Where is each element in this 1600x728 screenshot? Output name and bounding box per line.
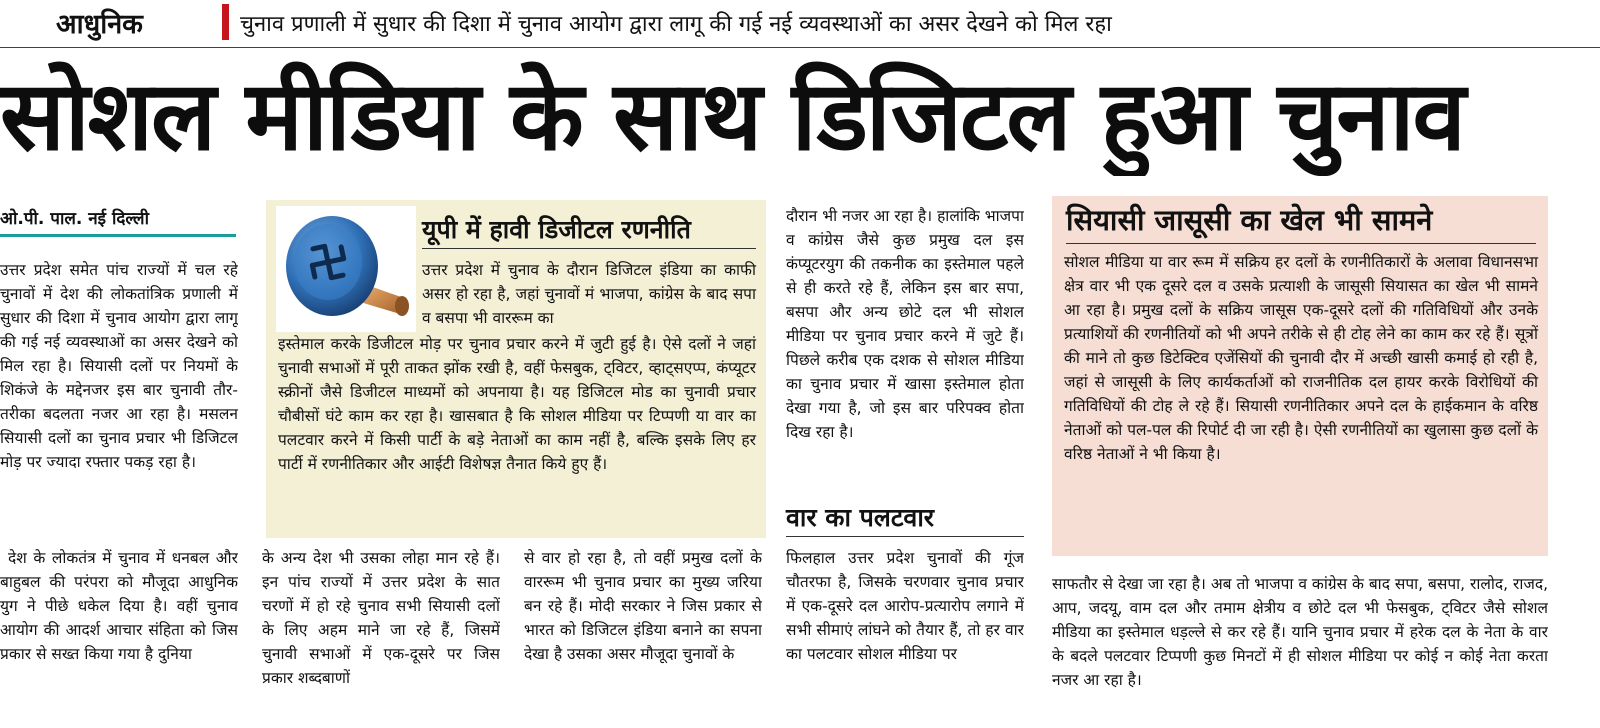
byline: ओ.पी. पाल. नई दिल्ली bbox=[0, 209, 149, 229]
byline-rule bbox=[0, 234, 236, 237]
highlight-box bbox=[266, 200, 766, 538]
top-bar bbox=[0, 0, 1600, 48]
box-text-b: इस्तेमाल करके डिजीटल मोड़ पर चुनाव प्रचार करने में जुटी हुई है। ऐसे दलों ने जहां चुनावी सभाओं में पूरी ताकत झोंक रखी है, वहीं फेसबुक, ट्विटर, व्हाट्सएप्प, कंप्यूटर स्क्रीनों जैसे डिजीटल माध्यमों को अपनाया है। यह डिजिटल मोड का चुनावी प्रचार चौबीसों घंटे काम कर रहा है। खासबात है कि सोशल मीडिया पर टिप्पणी या वार का पलटवार करने में किसी पार्टी के बड़े नेताओं का काम नहीं है, बल्कि इसके लिए हर पार्टी में रणनीतिकार और आईटी विशेषज्ञ तैनात किये हुए हैं। bbox=[278, 335, 756, 473]
subhead: वार का पलटवार bbox=[786, 500, 1024, 537]
box-text-a: उत्तर प्रदेश में चुनाव के दौरान डिजिटल इंडिया का काफी असर हो रहा है, जहां चुनावों मं भाजपा, कांग्रेस के बाद सपा व बसपा भी वाररूम का bbox=[422, 261, 756, 327]
sidebar-box bbox=[1052, 196, 1548, 556]
column-3: से वार हो रहा है, तो वहीं प्रमुख दलों के वाररूम भी चुनाव प्रचार का मुख्य जरिया बन रहे हैं। मोदी सरकार ने जिस प्रकार से भारत को डिजिटल इंडिया बनाने का सपना देखा है उसका असर मौजूदा चुनावों के bbox=[524, 549, 762, 663]
column-4-para-1: दौरान भी नजर आ रहा है। हालांकि भाजपा व कांग्रेस जैसे कुछ प्रमुख दल इस कंप्यूटरयुग की तकनीक का इस्तेमाल पहले से ही करते रहे हैं, लेकिन इस बार सपा, बसपा और अन्य छोटे दल भी सोशल मीडिया पर चुनाव प्रचार करने में जुटे हैं। पिछले करीब एक दशक से सोशल मीडिया का चुनाव प्रचार में खासा इस्तेमाल होता देखा गया है, जो इस बार परिपक्व होता दिख रहा है। bbox=[786, 207, 1024, 441]
election-stamp-icon bbox=[276, 206, 416, 332]
sidebar-title: सियासी जासूसी का खेल भी सामने bbox=[1066, 200, 1536, 244]
section-label: आधुनिक bbox=[56, 9, 143, 40]
kicker-text: चुनाव प्रणाली में सुधार की दिशा में चुनाव आयोग द्वारा लागू की गई नई व्यवस्थाओं का असर देखने को मिल रहा bbox=[240, 12, 1112, 37]
column-2: के अन्य देश भी उसका लोहा मान रहे हैं। इन पांच राज्यों में उत्तर प्रदेश के सात चरणों में हो रहे चुनाव सभी सियासी दलों के लिए अहम माने जा रहे हैं, जिसमें चुनावी सभाओं में एक-दूसरे पर जिस प्रकार शब्दबाणों bbox=[262, 549, 500, 687]
column-5: साफतौर से देखा जा रहा है। अब तो भाजपा व कांग्रेस के बाद सपा, बसपा, रालोद, राजद, आप, जदयू, वाम दल और तमाम क्षेत्रीय व छोटे दल भी फेसबुक, ट्विटर जैसे सोशल मीडिया का इस्तेमाल धड़ल्ले से कर रहे हैं। यानि चुनाव प्रचार में हरेक दल के नेता के वार के बदले पलटवार टिप्पणी कुछ मिनटों में ही सोशल मीडिया पर कोई न कोई नेता करता नजर आ रहा है। bbox=[1052, 575, 1548, 689]
column-1-para-1: उत्तर प्रदेश समेत पांच राज्यों में चल रहे चुनावों में देश की लोकतांत्रिक प्रणाली में सुधार की दिशा में चुनाव आयोग द्वारा लागू की गई नई व्यवस्थाओं का असर देखने को मिल रहा है। सियासी दलों पर नियमों के शिकंजे के मद्देनजर इस बार चुनावी तौर-तरीका बदलता नजर आ रहा है। मसलन सियासी दलों का चुनाव प्रचार भी डिजिटल मोड़ पर ज्यादा रफ्तार पकड़ रहा है। bbox=[0, 261, 238, 471]
column-1-para-2: देश के लोकतंत्र में चुनाव में धनबल और बाहुबल की परंपरा को मौजूदा आधुनिक युग ने पीछे धकेल दिया है। वहीं चुनाव आयोग की आदर्श आचार संहिता को जिस प्रकार से सख्त किया गया है दुनिया bbox=[0, 549, 238, 663]
accent-bar bbox=[222, 4, 229, 40]
column-4-para-2: फिलहाल उत्तर प्रदेश चुनावों की गूंज चौतरफा है, जिसके चरणवार चुनाव प्रचार में एक-दूसरे दल आरोप-प्रत्यारोप लगाने में सभी सीमाएं लांघने को तैयार हैं, तो हर वार का पलटवार सोशल मीडिया पर bbox=[786, 549, 1024, 663]
page-headline: सोशल मीडिया के साथ डिजिटल हुआ चुनाव bbox=[0, 60, 1464, 172]
sidebar-body: सोशल मीडिया या वार रूम में सक्रिय हर दलों के रणनीतिकारों के अलावा विधानसभा क्षेत्र वार भी एक दूसरे दल व उसके प्रत्याशी के जासूसी सियासत का खेल भी सामने आ रहा है। प्रमुख दलों के सक्रिय जासूस एक-दूसरे दलों की गतिविधियों और उनके प्रत्याशियों की रणनीतियों को भी अपने तरीके से ही टोह लेने का काम कर रहे हैं। सूत्रों की माने तो कुछ डिटेक्टिव एजेंसियों की चुनावी दौर में अच्छी खासी कमाई हो रही है, जहां से जासूसी के लिए कार्यकर्ताओं को राजनीतिक दल हायर करके विरोधियों की गतिविधियों की टोह ले रहे हैं। सियासी रणनीतिकार अपने दल के हाईकमान के वरिष्ठ नेताओं को पल-पल की रिपोर्ट दी जा रही है। ऐसी रणनीतियों का खुलासा कुछ दलों के वरिष्ठ नेताओं ने भी किया है। bbox=[1064, 253, 1538, 463]
box-title: यूपी में हावी डिजीटल रणनीति bbox=[422, 212, 756, 249]
